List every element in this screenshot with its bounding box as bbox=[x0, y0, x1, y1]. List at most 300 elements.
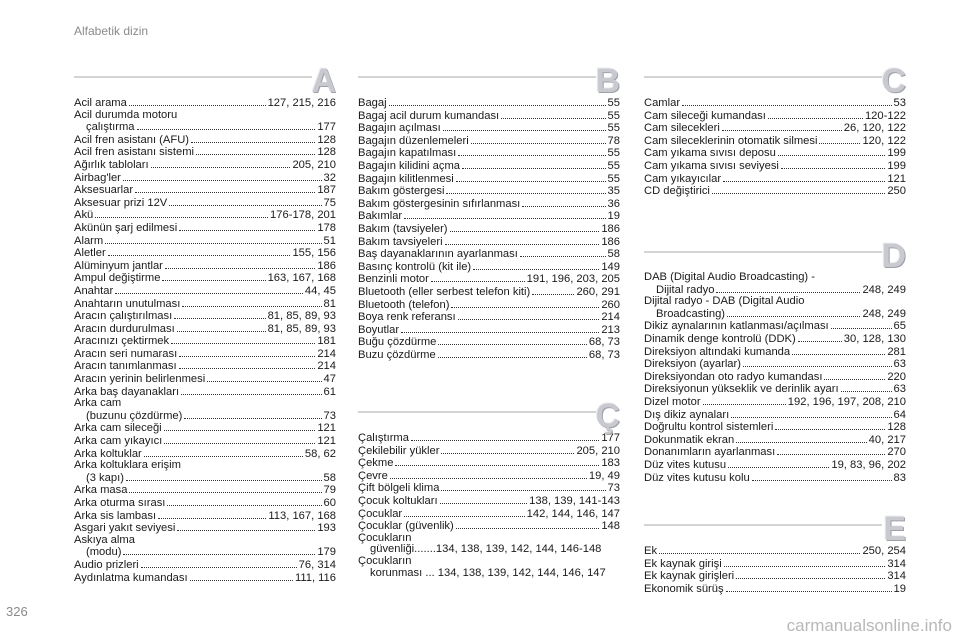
dot-leader bbox=[722, 122, 842, 131]
index-entry bbox=[74, 159, 336, 172]
index-entry bbox=[74, 535, 336, 547]
index-term: Acil arama bbox=[74, 97, 127, 109]
section-letter: B bbox=[595, 62, 620, 100]
section-divider bbox=[358, 76, 596, 78]
page-reference: 214 bbox=[317, 347, 336, 360]
index-entry bbox=[358, 198, 620, 211]
page-reference: 186 bbox=[601, 222, 620, 235]
page-reference: 73 bbox=[607, 482, 620, 495]
index-entry bbox=[74, 272, 336, 285]
index-term: Audio prizleri bbox=[74, 558, 139, 571]
index-entry bbox=[74, 209, 336, 222]
page-reference: 68, 73 bbox=[588, 336, 620, 349]
page-reference: 314 bbox=[887, 557, 906, 570]
page-reference: 35 bbox=[607, 185, 620, 198]
page-reference: 63 bbox=[893, 358, 906, 371]
index-term: (modu) bbox=[86, 546, 122, 559]
page-reference: 214 bbox=[317, 360, 336, 373]
index-term: Dijital radyo bbox=[656, 283, 715, 296]
index-entry bbox=[74, 110, 336, 122]
page-reference: 121 bbox=[317, 422, 336, 435]
page-reference: 55 bbox=[607, 97, 620, 109]
index-term: Direksiyondan oto radyo kumandası bbox=[644, 370, 823, 383]
page-reference: 58 bbox=[607, 248, 620, 261]
index-term: Arka koltuklar bbox=[74, 447, 142, 460]
index-entry bbox=[74, 546, 336, 559]
dot-leader bbox=[723, 173, 885, 182]
page-reference: 60 bbox=[323, 497, 336, 509]
index-entry bbox=[358, 311, 620, 324]
dot-leader bbox=[169, 197, 321, 206]
page-reference: 205, 210 bbox=[292, 158, 336, 171]
page-reference: 186 bbox=[317, 259, 336, 272]
page-reference: 111, 116 bbox=[294, 571, 336, 584]
index-term: Ekonomik sürüş bbox=[644, 582, 724, 595]
index-entry bbox=[644, 185, 906, 198]
dot-leader bbox=[532, 286, 574, 295]
page-header-title: Alfabetik dizin bbox=[74, 24, 149, 38]
page-reference: 81 bbox=[323, 297, 336, 310]
index-entry bbox=[74, 348, 336, 361]
index-term: Asgari yakıt seviyesi bbox=[74, 522, 176, 535]
section-divider bbox=[644, 251, 882, 253]
section-divider bbox=[644, 524, 882, 526]
index-entry bbox=[358, 223, 620, 236]
dot-leader bbox=[404, 508, 525, 517]
index-term: Aletler bbox=[74, 247, 106, 260]
page-reference: 176-178, 201 bbox=[270, 209, 336, 222]
index-term: Ampul değiştirme bbox=[74, 272, 161, 285]
dot-leader bbox=[736, 434, 867, 443]
page-reference: 213 bbox=[601, 323, 620, 336]
index-term: CD değiştirici bbox=[644, 185, 710, 198]
dot-leader bbox=[703, 396, 786, 405]
index-entry bbox=[74, 121, 336, 134]
page-reference: 128 bbox=[317, 133, 336, 146]
page-reference: 19 bbox=[893, 582, 906, 595]
index-term: Çocuklar (güvenlik) bbox=[358, 520, 454, 533]
page-reference: 47 bbox=[323, 373, 336, 386]
dot-leader bbox=[441, 445, 574, 454]
index-entry bbox=[644, 371, 906, 384]
index-entry bbox=[358, 97, 620, 110]
dot-leader bbox=[123, 546, 315, 555]
index-entry bbox=[644, 421, 906, 434]
dot-leader bbox=[196, 146, 315, 155]
dot-leader bbox=[141, 559, 297, 568]
dot-leader bbox=[458, 147, 605, 156]
dot-leader bbox=[659, 545, 860, 554]
section-divider bbox=[74, 76, 312, 78]
index-entry bbox=[358, 135, 620, 148]
index-entry bbox=[74, 323, 336, 336]
index-entry bbox=[358, 568, 620, 580]
page-reference: 314 bbox=[887, 570, 906, 583]
index-term: Cam yıkama sıvısı deposu bbox=[644, 147, 776, 160]
index-term: Acil fren asistanı sistemi bbox=[74, 146, 194, 159]
page-reference: 177 bbox=[317, 121, 336, 134]
index-term: Ağırlık tabloları bbox=[74, 158, 149, 171]
index-entry bbox=[644, 110, 906, 123]
index-term: Akünün şarj edilmesi bbox=[74, 221, 178, 234]
dot-leader bbox=[440, 495, 528, 504]
dot-leader bbox=[728, 459, 829, 468]
page-reference: 192, 196, 197, 208, 210 bbox=[787, 395, 906, 408]
index-term: Arka cam bbox=[74, 397, 122, 410]
index-entry bbox=[358, 261, 620, 274]
index-term: Camlar bbox=[644, 97, 681, 109]
dot-leader bbox=[181, 386, 321, 395]
page-reference: 138, 139, 141-143 bbox=[529, 494, 620, 507]
page-reference: 148 bbox=[601, 520, 620, 533]
index-entries bbox=[74, 97, 336, 584]
index-entry bbox=[74, 197, 336, 210]
page-reference: 193 bbox=[317, 522, 336, 535]
page-reference: 61 bbox=[323, 385, 336, 398]
page-reference: 68, 73 bbox=[588, 348, 620, 361]
index-section-a bbox=[74, 62, 336, 584]
index-term: Akü bbox=[74, 209, 94, 222]
dot-leader bbox=[135, 184, 315, 193]
index-entry bbox=[358, 273, 620, 286]
page-reference: 179 bbox=[317, 546, 336, 559]
dot-leader bbox=[207, 373, 321, 382]
index-term: Çevre bbox=[358, 469, 388, 482]
page-reference: 149 bbox=[601, 260, 620, 273]
dot-leader bbox=[824, 371, 885, 380]
index-term: Anahtarın unutulması bbox=[74, 297, 181, 310]
index-term: korunması ... 134, 138, 139, 142, 144, 146, 147 bbox=[370, 566, 606, 579]
page-reference: 178 bbox=[317, 221, 336, 234]
page-reference: 73 bbox=[323, 409, 336, 422]
dot-leader bbox=[727, 308, 860, 317]
index-term: Aracın tanımlanması bbox=[74, 360, 177, 373]
index-term: Cam sileceği kumandası bbox=[644, 109, 766, 122]
dot-leader bbox=[441, 482, 605, 491]
index-entry bbox=[358, 324, 620, 337]
dot-leader bbox=[137, 121, 316, 130]
dot-leader bbox=[471, 135, 606, 144]
dot-leader bbox=[522, 198, 605, 207]
index-entry bbox=[358, 457, 620, 470]
page-reference: 155, 156 bbox=[292, 247, 336, 260]
dot-leader bbox=[445, 236, 600, 245]
index-term: Dijital radyo - DAB (Digital Audio bbox=[644, 295, 805, 308]
page-reference: 30, 128, 130 bbox=[843, 332, 906, 345]
dot-leader bbox=[191, 134, 315, 143]
dot-leader bbox=[95, 209, 268, 218]
index-entries bbox=[644, 97, 906, 198]
index-entry bbox=[358, 445, 620, 458]
page-reference: 55 bbox=[607, 172, 620, 185]
dot-leader bbox=[736, 570, 885, 579]
page-reference: 220 bbox=[887, 370, 906, 383]
page-reference: 65 bbox=[893, 320, 906, 333]
index-term: Dokunmatik ekran bbox=[644, 433, 735, 446]
index-entry bbox=[644, 296, 906, 308]
index-section-d bbox=[644, 237, 906, 484]
index-term: Direksiyon (ayarlar) bbox=[644, 358, 741, 371]
page-reference: 55 bbox=[607, 159, 620, 172]
section-header bbox=[644, 62, 906, 100]
index-entry bbox=[358, 185, 620, 198]
index-term: Cam yıkayıcılar bbox=[644, 172, 722, 185]
page-reference: 205, 210 bbox=[576, 444, 620, 457]
page-reference: 79 bbox=[323, 484, 336, 497]
page-reference: 128 bbox=[887, 421, 906, 434]
index-term: Aracın seri numarası bbox=[74, 347, 178, 360]
index-term: Bagajın kilitlenmesi bbox=[358, 172, 454, 185]
index-entry bbox=[358, 110, 620, 123]
dot-leader bbox=[411, 432, 599, 441]
page-reference: 63 bbox=[893, 383, 906, 396]
page-reference: 44, 45 bbox=[304, 284, 336, 297]
section-letter: E bbox=[883, 510, 906, 548]
index-term: Donanımların ayarlanması bbox=[644, 446, 776, 459]
section-header bbox=[358, 397, 620, 435]
index-entry bbox=[644, 570, 906, 583]
page-reference: 83 bbox=[893, 471, 906, 484]
index-term: Bakım göstergesinin sıfırlanması bbox=[358, 197, 521, 210]
dot-leader bbox=[115, 285, 303, 294]
index-entry bbox=[644, 383, 906, 396]
dot-leader bbox=[184, 410, 321, 419]
dot-leader bbox=[743, 358, 892, 367]
index-term: Cam sileceklerinin otomatik silmesi bbox=[644, 134, 818, 147]
index-term: Arka cam sileceği bbox=[74, 422, 162, 435]
index-term: Alarm bbox=[74, 234, 104, 247]
page-reference: 55 bbox=[607, 122, 620, 135]
index-term: Çocuk koltukları bbox=[358, 494, 438, 507]
dot-leader bbox=[179, 348, 315, 357]
index-entries bbox=[358, 432, 620, 579]
dot-leader bbox=[177, 522, 315, 531]
dot-leader bbox=[456, 520, 600, 529]
index-entry bbox=[644, 434, 906, 447]
index-term: Bakım göstergesi bbox=[358, 185, 445, 198]
index-term: Dizel motor bbox=[644, 395, 701, 408]
index-term: Arka cam yıkayıcı bbox=[74, 435, 163, 448]
index-entry bbox=[644, 135, 906, 148]
index-term: Ek kaynak girişi bbox=[644, 557, 722, 570]
dot-leader bbox=[781, 160, 885, 169]
page-reference: 183 bbox=[601, 457, 620, 470]
index-entry bbox=[74, 559, 336, 572]
dot-leader bbox=[177, 323, 266, 332]
dot-leader bbox=[108, 247, 291, 256]
index-entry bbox=[74, 184, 336, 197]
index-entry bbox=[74, 435, 336, 448]
index-entry bbox=[358, 299, 620, 312]
dot-leader bbox=[144, 448, 303, 457]
index-term: Acil fren asistanı (AFU) bbox=[74, 133, 190, 146]
page-reference: 76, 314 bbox=[298, 558, 336, 571]
index-entry bbox=[644, 147, 906, 160]
index-term: Arka baş dayanakları bbox=[74, 385, 180, 398]
index-term: Bakımlar bbox=[358, 210, 403, 223]
index-term: Çekme bbox=[358, 457, 394, 470]
index-term: Broadcasting) bbox=[656, 307, 726, 320]
page-reference: 81, 85, 89, 93 bbox=[267, 322, 336, 335]
index-term: Bagaj acil durum kumandası bbox=[358, 109, 500, 122]
watermark: carmanualsonline.info bbox=[786, 616, 952, 635]
index-section-c bbox=[644, 62, 906, 198]
index-section-e bbox=[644, 510, 906, 595]
index-section-b bbox=[358, 62, 620, 361]
dot-leader bbox=[190, 572, 293, 581]
index-term: Baş dayanaklarının ayarlanması bbox=[358, 248, 518, 261]
dot-leader bbox=[768, 110, 863, 119]
page-reference: 58 bbox=[323, 471, 336, 484]
dot-leader bbox=[450, 223, 600, 232]
index-entry bbox=[358, 432, 620, 445]
index-entry bbox=[74, 260, 336, 273]
dot-leader bbox=[443, 122, 606, 131]
index-entry bbox=[74, 146, 336, 159]
index-term: Bagajın kapatılması bbox=[358, 147, 457, 160]
page-reference: 78 bbox=[607, 134, 620, 147]
dot-leader bbox=[473, 261, 599, 270]
dot-leader bbox=[451, 299, 599, 308]
dot-leader bbox=[404, 210, 605, 219]
page-reference: 177 bbox=[601, 432, 620, 444]
dot-leader bbox=[431, 273, 525, 282]
page-reference: 51 bbox=[323, 234, 336, 247]
dot-leader bbox=[446, 185, 605, 194]
index-entry bbox=[358, 147, 620, 160]
page-reference: 281 bbox=[887, 345, 906, 358]
page-reference: 75 bbox=[323, 196, 336, 209]
dot-leader bbox=[775, 421, 885, 430]
dot-leader bbox=[167, 497, 321, 506]
dot-leader bbox=[716, 284, 860, 293]
section-letter: C bbox=[881, 62, 906, 100]
index-term: çalıştırma bbox=[86, 121, 135, 134]
dot-leader bbox=[520, 248, 606, 257]
index-term: Direksiyonun yükseklik ve derinlik ayarı bbox=[644, 383, 839, 396]
index-entry bbox=[74, 235, 336, 248]
dot-leader bbox=[438, 336, 587, 345]
dot-leader bbox=[164, 422, 316, 431]
index-term: Bluetooth (eller serbest telefon kiti) bbox=[358, 285, 531, 298]
page-reference: 113, 167, 168 bbox=[268, 509, 336, 522]
index-term: Doğrultu kontrol sistemleri bbox=[644, 421, 774, 434]
index-term: Acil durumda motoru bbox=[74, 108, 178, 121]
index-term: Ek bbox=[644, 545, 658, 557]
dot-leader bbox=[501, 110, 605, 119]
section-header bbox=[358, 62, 620, 100]
page-reference: 19, 49 bbox=[588, 469, 620, 482]
dot-leader bbox=[682, 97, 891, 106]
page-reference: 187 bbox=[317, 184, 336, 197]
index-entry bbox=[644, 122, 906, 135]
page-reference: 260, 291 bbox=[576, 285, 620, 298]
index-term: Basınç kontrolü (kit ile) bbox=[358, 260, 472, 273]
index-entry bbox=[358, 173, 620, 186]
dot-leader bbox=[165, 260, 315, 269]
index-entry bbox=[74, 410, 336, 423]
dot-leader bbox=[390, 470, 587, 479]
index-term: Alüminyum jantlar bbox=[74, 259, 163, 272]
dot-leader bbox=[389, 97, 606, 106]
index-term: Anahtar bbox=[74, 284, 114, 297]
index-entry bbox=[74, 222, 336, 235]
dot-leader bbox=[395, 457, 599, 466]
index-term: Buzu çözdürme bbox=[358, 348, 436, 361]
page-reference: 40, 217 bbox=[868, 433, 906, 446]
index-term: Dış dikiz aynaları bbox=[644, 408, 730, 421]
index-term: Boyutlar bbox=[358, 323, 400, 336]
page-reference: 270 bbox=[887, 446, 906, 459]
index-entry bbox=[74, 310, 336, 323]
index-entry bbox=[74, 460, 336, 472]
index-term: Çocukların bbox=[358, 531, 412, 544]
index-term: Bagaj bbox=[358, 97, 387, 109]
dot-leader bbox=[724, 558, 886, 567]
index-term: Arka koltuklara erişim bbox=[74, 459, 181, 472]
dot-leader bbox=[831, 320, 892, 329]
dot-leader bbox=[126, 472, 322, 481]
index-term: Cam yıkama sıvısı seviyesi bbox=[644, 159, 779, 172]
index-entry bbox=[74, 522, 336, 535]
dot-leader bbox=[179, 360, 316, 369]
page-reference: 26, 120, 122 bbox=[843, 122, 906, 135]
index-entry bbox=[74, 335, 336, 348]
page-reference: 250, 254 bbox=[862, 545, 906, 557]
index-entry bbox=[358, 210, 620, 223]
section-divider bbox=[358, 411, 596, 413]
index-entry bbox=[74, 422, 336, 435]
index-term: güvenliği.......134, 138, 139, 142, 144, 146-148 bbox=[370, 543, 602, 556]
page-reference: 64 bbox=[893, 408, 906, 421]
index-term: (3 kapı) bbox=[86, 471, 124, 484]
index-entry bbox=[74, 360, 336, 373]
dot-leader bbox=[778, 147, 886, 156]
page-reference: 142, 144, 146, 147 bbox=[526, 507, 620, 520]
page-reference: 81, 85, 89, 93 bbox=[267, 310, 336, 323]
dot-leader bbox=[171, 335, 315, 344]
index-term: Aracınızı çektirmek bbox=[74, 335, 170, 348]
index-term: Dinamik denge kontrolü (DDK) bbox=[644, 332, 796, 345]
dot-leader bbox=[162, 272, 265, 281]
section-letter: A bbox=[311, 62, 336, 100]
page-reference: 36 bbox=[607, 197, 620, 210]
dot-leader bbox=[164, 435, 315, 444]
index-entry bbox=[74, 285, 336, 298]
dot-leader bbox=[105, 235, 321, 244]
section-letter: Ç bbox=[595, 397, 620, 435]
page-reference: 199 bbox=[887, 159, 906, 172]
index-term: Bagajın açılması bbox=[358, 122, 441, 135]
index-entry bbox=[358, 470, 620, 483]
index-term: Aksesuarlar bbox=[74, 184, 134, 197]
dot-leader bbox=[462, 160, 606, 169]
index-entry bbox=[358, 248, 620, 261]
dot-leader bbox=[182, 298, 321, 307]
page-reference: 186 bbox=[601, 235, 620, 248]
index-entry bbox=[644, 173, 906, 186]
index-term: Arka oturma sırası bbox=[74, 497, 166, 509]
page-reference: 248, 249 bbox=[862, 283, 906, 296]
index-entry bbox=[644, 358, 906, 371]
page-reference: 120, 122 bbox=[862, 134, 906, 147]
page-reference: 127, 215, 216 bbox=[267, 97, 336, 109]
dot-leader bbox=[792, 346, 885, 355]
dot-leader bbox=[726, 583, 892, 592]
index-term: (buzunu çözdürme) bbox=[86, 409, 183, 422]
index-term: Arka sis lambası bbox=[74, 509, 157, 522]
index-term: Aksesuar prizi 12V bbox=[74, 196, 168, 209]
